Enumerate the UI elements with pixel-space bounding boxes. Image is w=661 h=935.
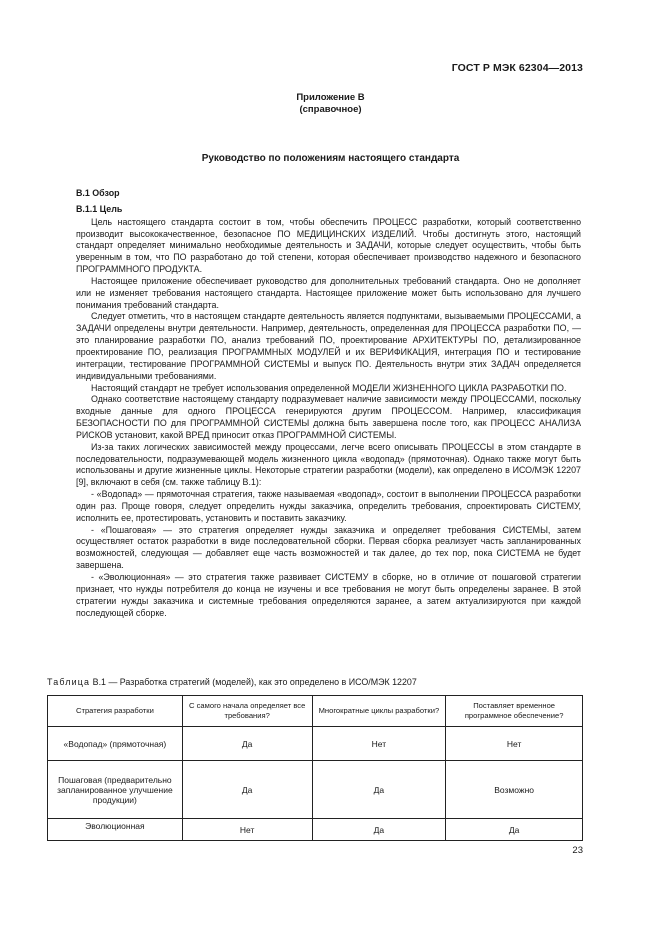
table-cell: Да [312, 819, 446, 841]
table-cell: Пошаговая (предварительно запланированное улучшение продукции) [48, 761, 183, 819]
table-cell: Нет [312, 727, 446, 761]
table-header-cell: Многократные циклы разработки? [312, 696, 446, 727]
table-cell: Возможно [446, 761, 583, 819]
table-cell: Эволюционная [48, 819, 183, 841]
table-cell: Да [446, 819, 583, 841]
paragraph: Цель настоящего стандарта состоит в том, чтобы обеспечить ПРОЦЕСС разработки, который соответственно производит высококачественное, безопасное ПО МЕДИЦИНСКИХ ИЗДЕЛИЙ. Чтобы достигнуть этого, настоящий стандарт определяет минимально необходимые деятельность и ЗАДАЧИ, которые следует осуществить, чтобы быть уверенным в том, что ПО разработано до той степени, которая обеспечивает производство надежного и безопасного ПРОГРАММНОГО ПРОДУКТА. [76, 216, 581, 275]
paragraph: Из-за таких логических зависимостей между процессами, легче всего описывать ПРОЦЕССЫ в этом стандарте в последовательности, подразумевающей модель жизненного цикла «водопад» (прямоточная). Однако также могут быть использованы и другие жизненные циклы. Некоторые стратегии разработки (модели), как определено в ИСО/МЭК 12207 [9], включают в себя (см. также таблицу В.1): [76, 441, 581, 488]
table-cell: Нет [182, 819, 312, 841]
list-item: - «Пошаговая» — это стратегия определяет нужды заказчика и определяет требования СИСТЕМЫ, затем осуществляет остаток разработки в виде последовательной сборки. Первая сборка реализует часть запланированных возможностей, следующая — добавляет еще часть возможностей и так далее, до тех пор, пока СИСТЕМА не будет завершена. [76, 524, 581, 571]
table-cell: Да [182, 761, 312, 819]
annex-label: Приложение В [296, 92, 365, 103]
strategy-table [47, 695, 583, 841]
table-header-cell: С самого начала определяет все требования? [182, 696, 312, 727]
table-cell: Нет [446, 727, 583, 761]
table-caption-text: В.1 — Разработка стратегий (моделей), как это определено в ИСО/МЭК 12207 [90, 677, 417, 687]
annex-title: Руководство по положениям настоящего стандарта [201, 153, 460, 164]
table-cell: Да [182, 727, 312, 761]
list-item: - «Водопад» — прямоточная стратегия, также называемая «водопад», состоит в выполнении ПРОЦЕССА разработки один раз. Проще говоря, следует определить нужды заказчика, определить требования, спроектировать СИСТЕМУ, исполнить ее, протестировать, установить и поставить заказчику. [76, 489, 581, 523]
annex-heading [0, 92, 661, 116]
paragraph: Следует отметить, что в настоящем стандарте деятельность является подпунктами, вызываемыми ПРОЦЕССАМИ, а ЗАДАЧИ определены внутри деятельности. Например, деятельность, определенная для ПРОЦЕССА разработки ПО, — это планирование разработки ПО, анализ требований ПО, проектирование АРХИТЕКТУРЫ ПО, детализированное проектирование ПО, реализация ПРОГРАММНЫХ МОДУЛЕЙ и их ВЕРИФИКАЦИЯ, интеграция ПО и тестирование интеграции, тестирование ПРОГРАММНОЙ СИСТЕМЫ и выпуск ПО. Деятельность внутри этих ЗАДАЧ определяется индивидуальными требованиями. [76, 311, 581, 381]
annex-kind: (справочное) [299, 104, 362, 115]
table-header-cell: Стратегия разработки [48, 696, 183, 727]
table-cell: Да [312, 761, 446, 819]
table-header-row [48, 696, 583, 727]
section-heading: В.1 Обзор [76, 188, 120, 198]
document-id: ГОСТ Р МЭК 62304—2013 [451, 62, 583, 74]
table-caption [47, 677, 607, 687]
list-item: - «Эволюционная» — это стратегия также развивает СИСТЕМУ в сборке, но в отличие от пошаговой стратегии признает, что нужды потребителя до конца не изучены и все требования не могут быть определены заранее. В этой стратегии нужды заказчика и системные требования определяются заранее, а затем актуализируются при каждой последующей сборке. [76, 572, 581, 618]
table-header-cell: Поставляет временное программное обеспечение? [446, 696, 583, 727]
subsection-heading: В.1.1 Цель [76, 203, 123, 214]
paragraph: Настоящее приложение обеспечивает руководство для дополнительных требований стандарта. Оно не дополняет или не изменяет требования настоящего стандарта. Настоящее приложение может быть использовано для лучшего понимания требований стандарта. [76, 275, 581, 310]
page-number: 23 [572, 845, 583, 856]
table-caption-prefix: Таблица [47, 677, 91, 687]
document-body [76, 188, 581, 619]
table-row [48, 727, 583, 761]
table-row [48, 819, 583, 841]
paragraph: Однако соответствие настоящему стандарту подразумевает наличие зависимости между ПРОЦЕССАМИ, поскольку входные данные для одного ПРОЦЕССА генерируются другим ПРОЦЕССОМ. Например, классификация БЕЗОПАСНОСТИ ПО для ПРОГРАММНОЙ СИСТЕМЫ должна быть завершена после того, как ПРОЦЕСС АНАЛИЗА РИСКОВ установит, какой ВРЕД приносит отказ ПРОГРАММНОЙ СИСТЕМЫ. [76, 394, 581, 440]
table-cell: «Водопад» (прямоточная) [48, 727, 183, 761]
paragraph: Настоящий стандарт не требует использования определенной МОДЕЛИ ЖИЗНЕННОГО ЦИКЛА РАЗРАБОТКИ ПО. [91, 382, 567, 393]
table-row [48, 761, 583, 819]
